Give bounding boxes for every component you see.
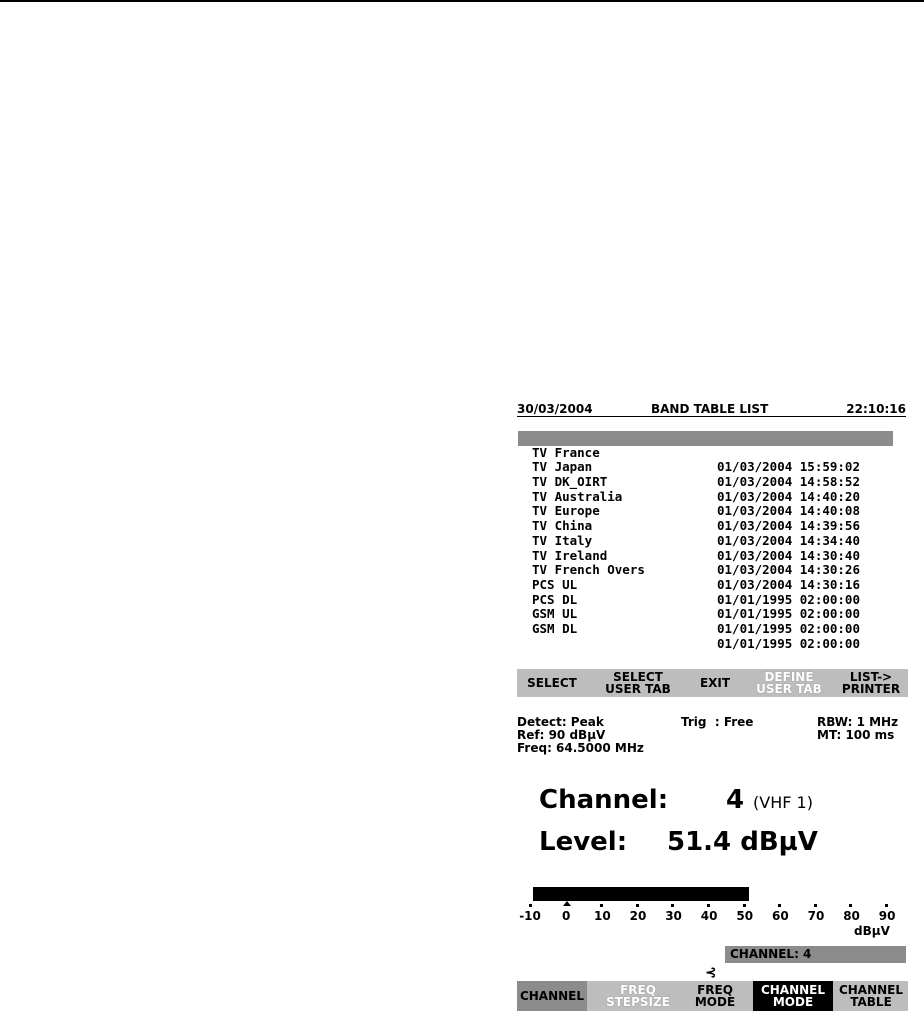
- band-table-name: TV DK_OIRT: [532, 474, 608, 490]
- softkey-bar-bottom: [517, 981, 908, 1011]
- band-table-name: GSM DL: [532, 620, 578, 636]
- level-bar: [533, 887, 749, 901]
- trig-setting: Trig : Free: [681, 715, 754, 729]
- screen-header: [517, 402, 906, 417]
- header-date: 30/03/2004: [517, 402, 593, 416]
- scale-tick-label: 40: [700, 909, 718, 923]
- band-table-name: TV Italy: [532, 532, 593, 548]
- channel-table-button[interactable]: CHANNEL TABLE: [838, 983, 904, 1009]
- ref-setting: Ref: 90 dBµV: [517, 728, 606, 742]
- band-table-row[interactable]: [518, 607, 893, 651]
- band-table-timestamp: 01/03/2004 14:30:26: [717, 562, 860, 578]
- freq-setting: Freq: 64.5000 MHz: [517, 741, 644, 755]
- band-table-timestamp: 01/01/1995 02:00:00: [717, 606, 860, 622]
- channel-mode-button[interactable]: CHANNEL MODE: [753, 981, 833, 1011]
- scale-tick-label: 60: [772, 909, 789, 923]
- rbw-setting: RBW: 1 MHz: [817, 715, 899, 729]
- scale-tick-label: -10: [519, 909, 541, 923]
- band-table-name: TV Europe: [532, 503, 600, 519]
- scale-tick: [529, 904, 532, 907]
- plug-icon: ⊰: [705, 965, 717, 981]
- scale-tick-label: 0: [562, 909, 571, 923]
- scale-tick: [707, 904, 710, 907]
- band-table-name: PCS UL: [532, 576, 578, 592]
- freq-mode-button[interactable]: FREQ MODE: [694, 983, 736, 1009]
- band-table-timestamp: 01/03/2004 14:30:40: [717, 547, 860, 563]
- scale-tick: [885, 904, 888, 907]
- scale-tick: [636, 904, 639, 907]
- mt-setting: MT: 100 ms: [817, 728, 895, 742]
- band-table-list: [518, 431, 893, 651]
- level-value: 51.4 dBµV: [667, 827, 818, 857]
- softkey-bar-top: [517, 669, 908, 697]
- channel-status: CHANNEL: 4: [725, 946, 906, 963]
- band-table-timestamp: 01/01/1995 02:00:00: [717, 620, 860, 636]
- scale-tick-label: 10: [594, 909, 611, 923]
- scale-tick: [563, 901, 571, 906]
- scale-tick: [671, 904, 674, 907]
- channel-button[interactable]: CHANNEL: [517, 981, 587, 1011]
- scale-tick: [814, 904, 817, 907]
- band-table-name: TV French Overs: [532, 562, 645, 578]
- define-user-tab-button[interactable]: DEFINE USER TAB: [756, 670, 822, 696]
- band-table-name: GSM UL: [532, 606, 578, 622]
- level-label: Level:: [539, 827, 628, 857]
- select-button[interactable]: SELECT: [527, 676, 577, 690]
- band-table-name: PCS DL: [532, 591, 578, 607]
- band-table-name: TV Australia: [532, 488, 623, 504]
- scale-tick-label: 90: [878, 909, 896, 923]
- band-table-timestamp: 01/01/1995 02:00:00: [717, 591, 860, 607]
- freq-stepsize-button[interactable]: FREQ STEPSIZE: [606, 983, 670, 1009]
- band-table-timestamp: 01/03/2004 15:59:02: [717, 459, 860, 475]
- exit-button[interactable]: EXIT: [699, 676, 731, 690]
- scale-tick-label: 50: [736, 909, 754, 923]
- scale-tick: [600, 904, 603, 907]
- scale-tick: [743, 904, 746, 907]
- channel-value: 4: [726, 785, 745, 815]
- scale-tick: [778, 904, 781, 907]
- scale-tick-label: 30: [665, 909, 682, 923]
- header-time: 22:10:16: [846, 402, 906, 416]
- band-table-timestamp: 01/01/1995 02:00:00: [717, 635, 860, 651]
- band-table-name: TV China: [532, 518, 593, 534]
- scale-tick-label: 20: [629, 909, 647, 923]
- scale-tick-label: 70: [807, 909, 825, 923]
- band-table-name: TV Japan: [532, 459, 593, 475]
- detect-setting: Detect: Peak: [517, 715, 604, 729]
- channel-label: Channel:: [539, 785, 669, 815]
- band-table-timestamp: 01/03/2004 14:40:20: [717, 488, 860, 504]
- scale-tick-label: 80: [843, 909, 860, 923]
- band-table-timestamp: 01/03/2004 14:34:40: [717, 532, 860, 548]
- list-to-printer-button[interactable]: LIST-> PRINTER: [841, 670, 901, 696]
- band-table-timestamp: 01/03/2004 14:58:52: [717, 474, 860, 490]
- select-user-tab-button[interactable]: SELECT USER TAB: [605, 670, 671, 696]
- scale-unit: dBµV: [854, 924, 890, 938]
- channel-band: (VHF 1): [753, 793, 813, 812]
- header-title: BAND TABLE LIST: [651, 402, 769, 416]
- band-table-timestamp: 01/03/2004 14:39:56: [717, 518, 860, 534]
- band-table-name: TV Ireland: [532, 547, 608, 563]
- band-table-name: TV France: [532, 444, 600, 460]
- band-table-timestamp: 01/03/2004 14:30:16: [717, 576, 860, 592]
- band-table-timestamp: 01/03/2004 14:40:08: [717, 503, 860, 519]
- scale-tick: [849, 904, 852, 907]
